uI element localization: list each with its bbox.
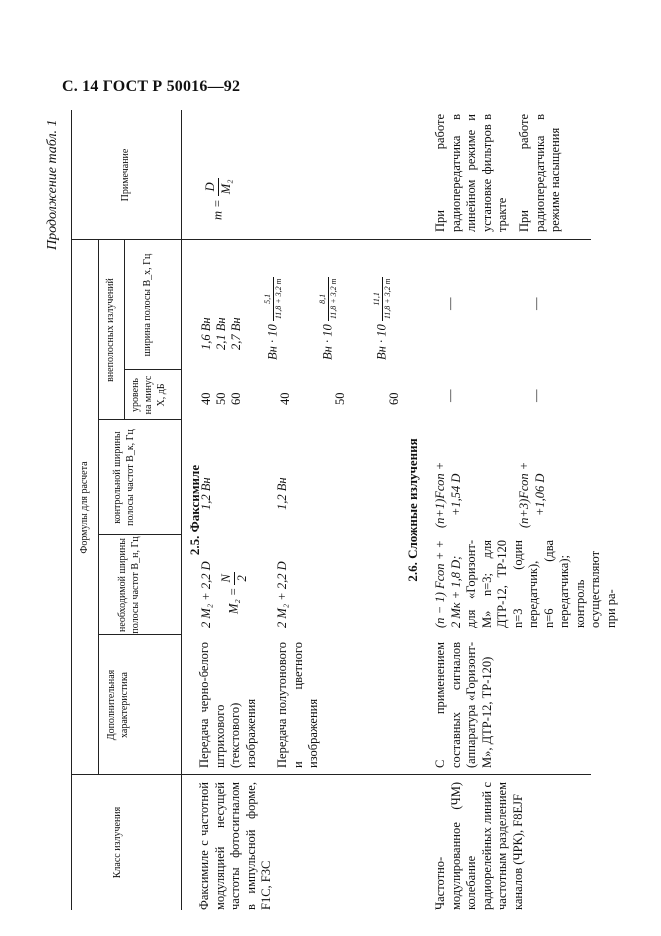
header-necessary-text: необходимой ширины полосы частот B_н, Гц	[117, 536, 141, 634]
table-top-border	[71, 110, 72, 910]
header-control: контрольной ширины полосы частот B_к, Гц	[112, 429, 136, 526]
fm-note-a: При работе радиопередатчика в линейном режиме и установке фильтров в тракте	[433, 114, 509, 232]
fm-width-dash-b: —	[529, 297, 543, 310]
fax-note-formula	[203, 178, 234, 220]
fax-width-a2: 2,1 Bн	[214, 317, 228, 350]
fm-control-b1: (n+3)Fсоп +	[517, 461, 531, 528]
fm-control-b2: +1,06 D	[533, 473, 547, 516]
fax-level-a2: 50	[214, 392, 228, 405]
fm-necessary-text: для «Горизонт-М» n=3; для ДТР-12, ТР-120 n=3 (один передатчик), n=6 (два передатчика); контроль осуществляют при ра-	[464, 540, 618, 628]
fax-width-b2-exp-num: 8,1	[318, 277, 329, 322]
fm-necessary-formula: (n − 1) Fсоп + + 2 Mк + 1,8 D;	[433, 540, 463, 628]
header-bandwidth: ширина полосы B_x, Гц	[142, 253, 153, 357]
header-formulas: Формулы для расчета	[79, 461, 90, 554]
fax-width-b2-base: Bн · 10	[320, 324, 335, 360]
fax-m2-fraction	[219, 572, 250, 584]
fm-note-b: При работе радиопередатчика в режиме насыщения	[517, 114, 562, 232]
fax-note-m: m =	[210, 199, 225, 220]
fax-width-b2	[318, 277, 339, 360]
formulas-subheader-line	[98, 240, 99, 775]
fax-width-b3	[372, 277, 393, 360]
fax-level-b2: 50	[333, 392, 347, 405]
rotated-table	[45, 110, 618, 910]
fax-level-a1: 40	[199, 392, 213, 405]
table-header-bottom	[181, 110, 182, 910]
fax-width-b1-exp-den: 11,8 + 3,2 m	[274, 278, 283, 320]
oob-subheader-line	[124, 240, 125, 420]
fax-width-a3: 2,7 Bн	[229, 317, 243, 350]
section-facsimile-title: 2.5. Факсимиле	[187, 464, 202, 556]
fax-width-b1	[263, 277, 284, 360]
fax-width-b2-exp-den: 11,8 + 3,2 m	[329, 278, 338, 320]
col-divider-1	[71, 774, 591, 775]
fax-m2-label: M₂ =	[226, 587, 241, 614]
fax-control-2: 1,2 Bн	[275, 477, 289, 510]
fax-additional-2: Передача полутонового и цветного изображения	[275, 642, 320, 768]
continuation-label: Продолжение табл. 1	[45, 119, 60, 250]
fax-level-b3: 60	[387, 392, 401, 405]
fax-control-1: 1,2 Bн	[199, 477, 213, 510]
fm-control-a2: +1,54 D	[449, 473, 463, 516]
fax-width-b3-exp-num: 11,1	[372, 277, 383, 322]
fax-width-b1-base: Bн · 10	[265, 324, 280, 360]
fax-note-den: M₂	[219, 179, 233, 195]
fm-control-a1: (n+1)Fсоп +	[433, 461, 447, 528]
fax-width-b3-exp-den: 11,8 + 3,2 m	[383, 278, 392, 320]
header-level: уровень на минус X, дБ	[130, 375, 167, 415]
header-class: Класс излучения	[112, 806, 123, 879]
fax-m2-num: N	[219, 574, 233, 583]
fax-note-fraction	[203, 178, 234, 197]
header-note: Примечание	[120, 148, 131, 202]
fax-necessary-2: 2 M₂ + 2,2 D	[275, 561, 289, 628]
page-header: С. 14 ГОСТ Р 50016—92	[62, 78, 241, 95]
fax-level-a3: 60	[229, 392, 243, 405]
header-oob: внеполосных излучений	[105, 278, 116, 382]
fax-level-b1: 40	[278, 392, 292, 405]
fm-level-dash-a: —	[443, 389, 457, 402]
fm-class: Частотно-модулированное (ЧМ) колебание радиорелейных линий с частотным разделением каналов (ЧРК), F8EJF	[433, 782, 525, 910]
fax-necessary-m2	[219, 572, 250, 614]
fax-width-b3-base: Bн · 10	[374, 324, 389, 360]
fax-width-b3-exp	[372, 277, 393, 322]
fax-m2-den: 2	[235, 575, 249, 582]
section-complex-title: 2.6. Сложные излучения	[405, 438, 420, 582]
fm-additional: С применением составных сигналов (аппаратура «Горизонт-М», ДТР-12, ТР-120)	[433, 642, 494, 768]
fax-width-b2-exp	[318, 277, 339, 322]
fm-width-dash-a: —	[443, 297, 457, 310]
fax-necessary-1: 2 M₂ + 2,2 D	[199, 561, 213, 628]
fax-additional-1: Передача черно-белого штрихового (текстового) изображения	[197, 642, 258, 768]
header-necessary	[116, 535, 142, 635]
header-additional: Дополнительная характеристика	[106, 669, 130, 741]
fm-level-dash-b: —	[529, 389, 543, 402]
fax-note-num: D	[203, 178, 219, 197]
fax-width-b1-exp	[263, 277, 284, 322]
fax-class: Факсимиле с частотной модуляцией несущей частоты фотосигналом в импульсной форме, F1C, F3C	[197, 782, 273, 910]
fax-width-a1: 1,6 Bн	[199, 317, 213, 350]
fax-width-b1-exp-num: 5,1	[263, 277, 274, 322]
